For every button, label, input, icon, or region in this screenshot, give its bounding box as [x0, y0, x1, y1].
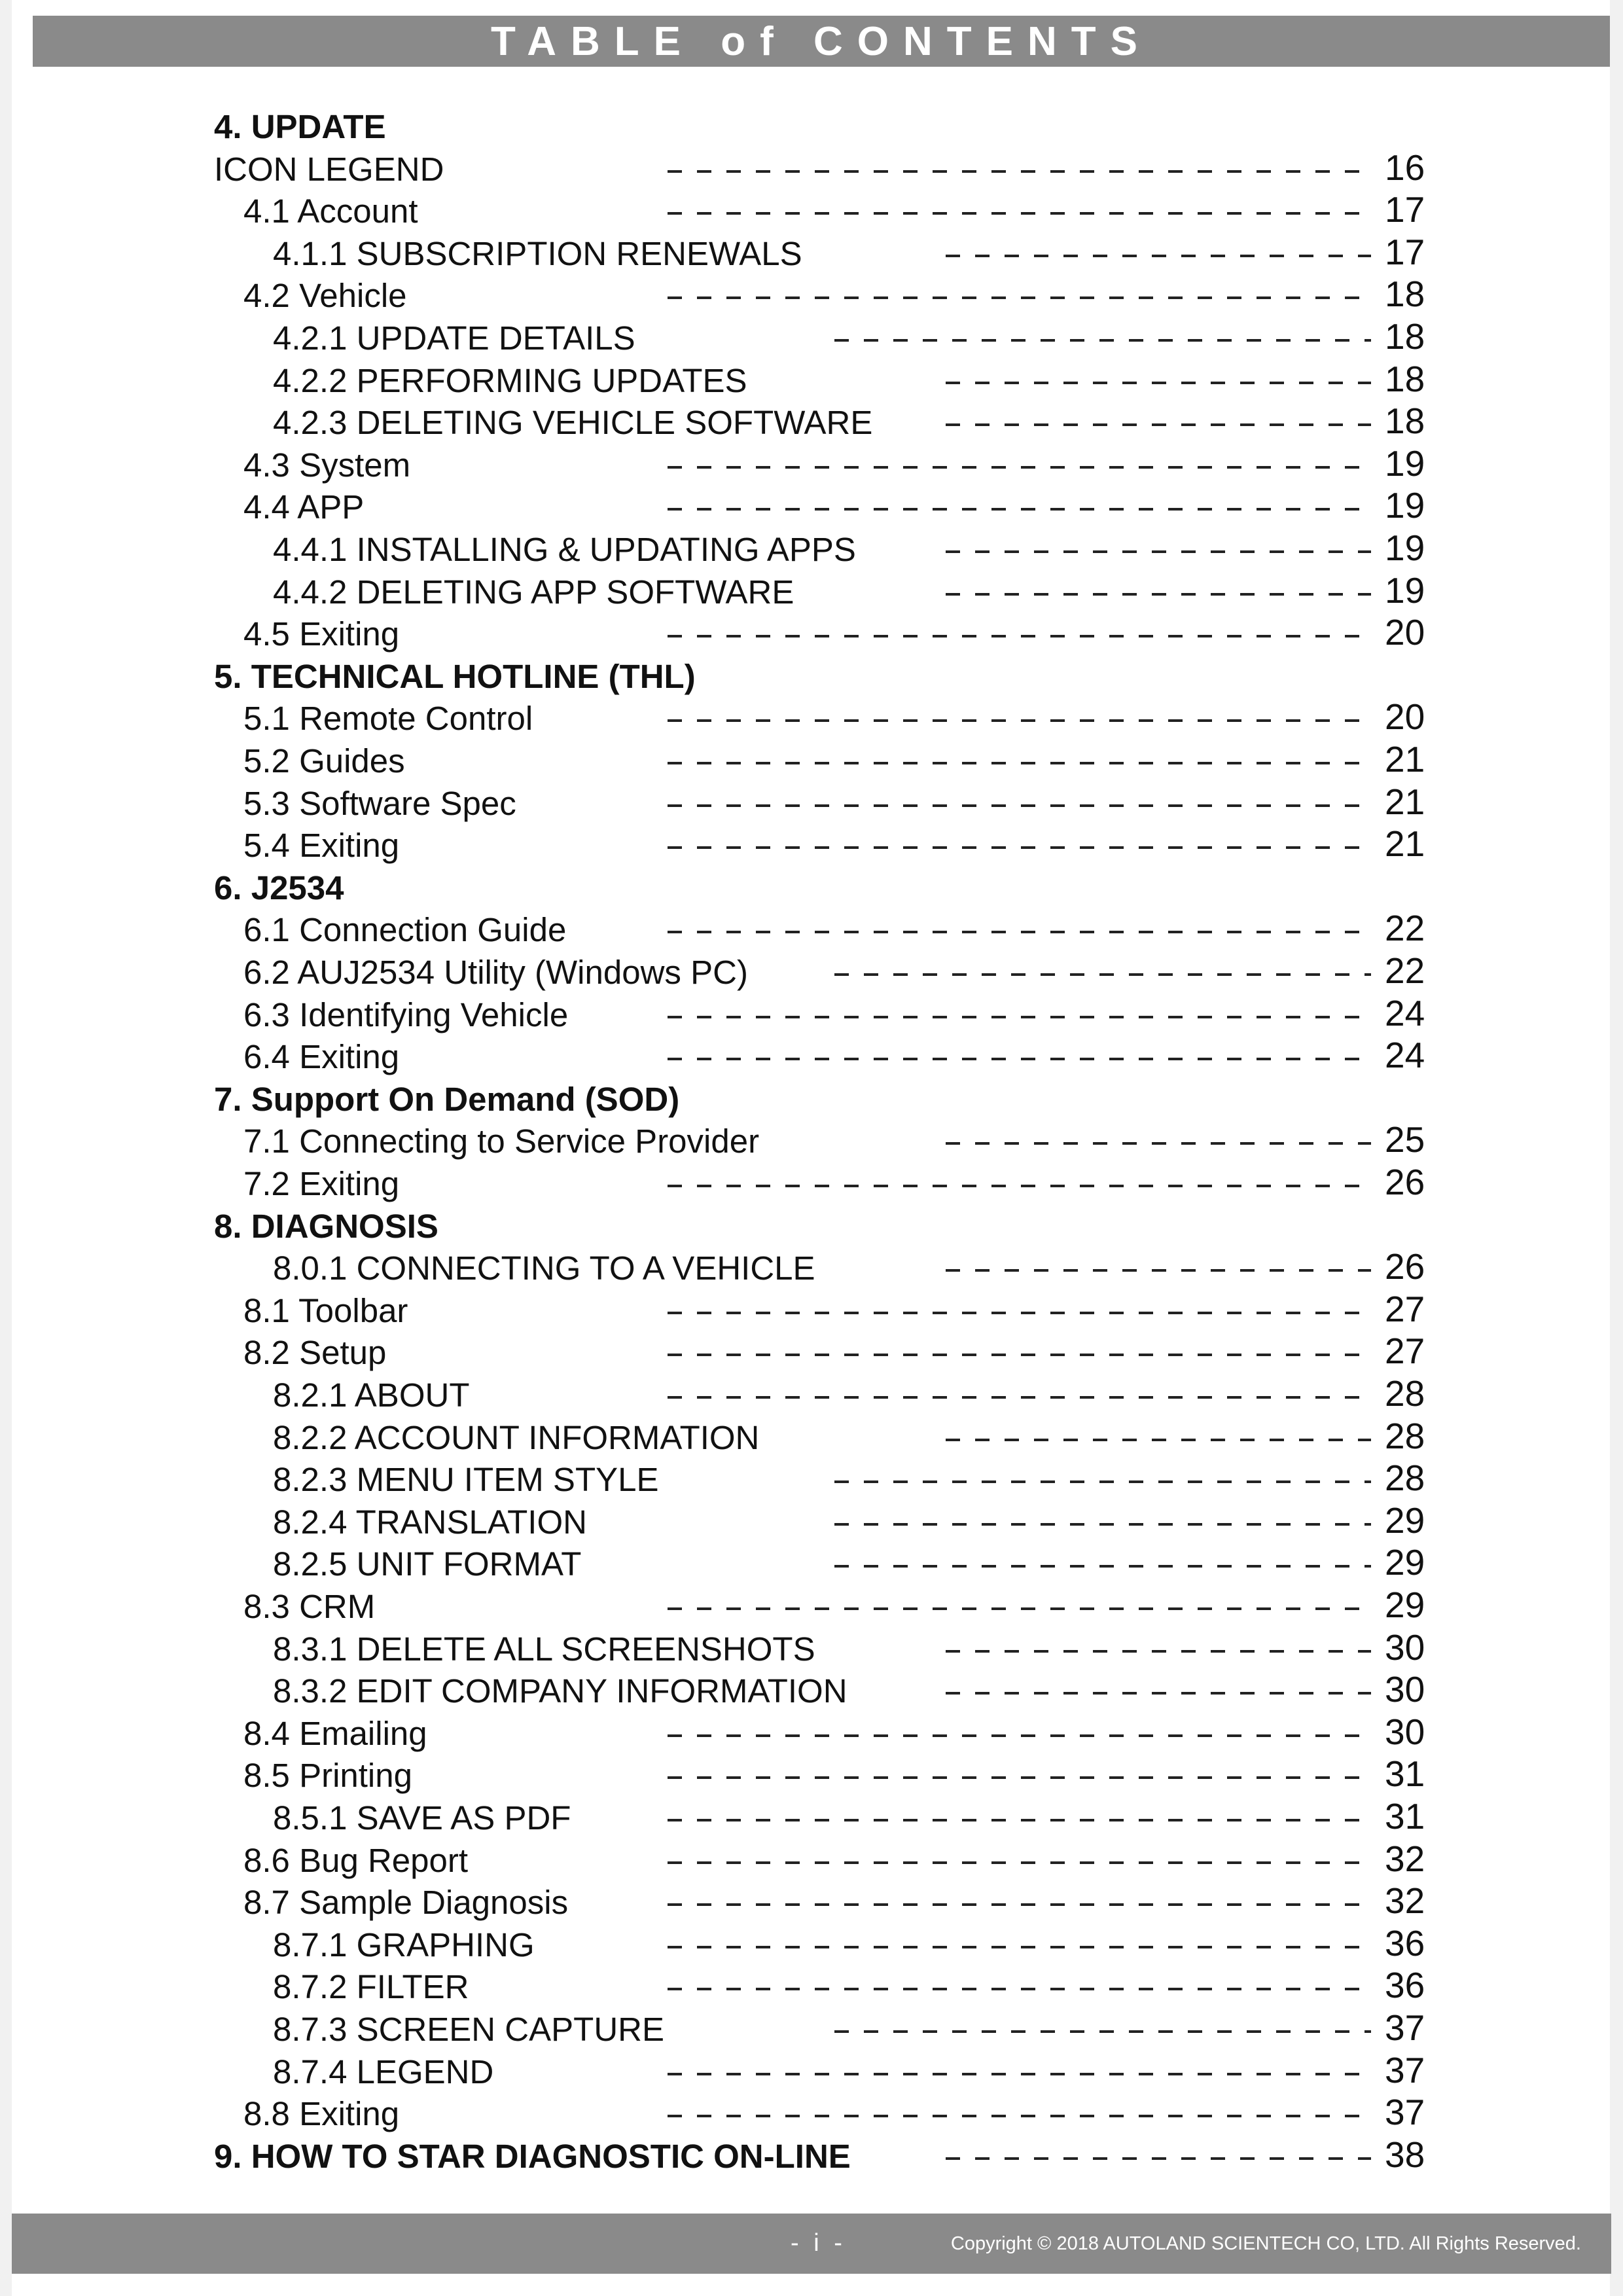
- toc-entry: [0, 2134, 1623, 2177]
- toc-dot-leader: [946, 255, 1371, 257]
- toc-entry-label: 8.5.1 SAVE AS PDF: [273, 1799, 571, 1837]
- toc-entry-page-number: 19: [1385, 485, 1425, 526]
- toc-entry-label: 8.2.1 ABOUT: [273, 1376, 470, 1414]
- toc-entry: [0, 443, 1623, 486]
- toc-entry: [0, 1796, 1623, 1839]
- toc-entry: [0, 696, 1623, 739]
- toc-dot-leader: [668, 1988, 1371, 1990]
- toc-entry-label: 8.2.3 MENU ITEM STYLE: [273, 1461, 659, 1499]
- toc-dot-leader: [668, 1819, 1371, 1821]
- toc-entry-label: 8. DIAGNOSIS: [214, 1207, 438, 1245]
- toc-entry-label: 4. UPDATE: [214, 108, 386, 145]
- toc-entry-page-number: 16: [1385, 147, 1425, 188]
- toc-dot-leader: [834, 1480, 1371, 1483]
- toc-entry-page-number: 19: [1385, 442, 1425, 484]
- toc-entry-label: 8.0.1 CONNECTING TO A VEHICLE: [273, 1249, 815, 1287]
- toc-dot-leader: [946, 1269, 1371, 1272]
- toc-entry: [0, 1119, 1623, 1162]
- toc-entry-label: 8.1 Toolbar: [243, 1291, 408, 1329]
- toc-entry: [0, 1669, 1623, 1712]
- toc-entry-label: 4.1 Account: [243, 192, 418, 230]
- page-title: TABLE of CONTENTS: [490, 18, 1152, 64]
- toc-entry: [0, 1077, 1623, 1120]
- toc-entry-label: 5.3 Software Spec: [243, 784, 516, 822]
- toc-entry-label: ICON LEGEND: [214, 150, 444, 188]
- toc-dot-leader: [834, 973, 1371, 976]
- toc-dot-leader: [668, 170, 1371, 173]
- toc-dot-leader: [668, 296, 1371, 299]
- toc-entry-page-number: 19: [1385, 569, 1425, 611]
- toc-dot-leader: [668, 1776, 1371, 1779]
- toc-entry-label: 4.2.1 UPDATE DETAILS: [273, 319, 635, 357]
- toc-entry-page-number: 25: [1385, 1119, 1425, 1160]
- toc-entry-label: 4.1.1 SUBSCRIPTION RENEWALS: [273, 234, 802, 272]
- toc-entry-label: 4.4.1 INSTALLING & UPDATING APPS: [273, 531, 856, 568]
- toc-entry-page-number: 32: [1385, 1838, 1425, 1879]
- toc-entry-label: 9. HOW TO STAR DIAGNOSTIC ON-LINE: [214, 2137, 851, 2175]
- toc-entry-page-number: 31: [1385, 1796, 1425, 1837]
- toc-entry: [0, 147, 1623, 190]
- toc-entry-label: 8.6 Bug Report: [243, 1841, 469, 1879]
- toc-entry-page-number: 24: [1385, 992, 1425, 1033]
- toc-entry-label: 8.3.2 EDIT COMPANY INFORMATION: [273, 1672, 847, 1710]
- toc-entry: [0, 1373, 1623, 1416]
- toc-entry-label: 4.3 System: [243, 446, 411, 484]
- toc-dot-leader: [668, 1185, 1371, 1187]
- toc-dot-leader: [834, 2030, 1371, 2033]
- toc-entry-label: 8.7.4 LEGEND: [273, 2053, 494, 2090]
- toc-dot-leader: [668, 508, 1371, 511]
- toc-entry-label: 8.2.4 TRANSLATION: [273, 1503, 587, 1541]
- toc-dot-leader: [668, 1312, 1371, 1314]
- toc-dot-leader: [668, 1016, 1371, 1018]
- toc-entry: [0, 1923, 1623, 1965]
- toc-entry-page-number: 28: [1385, 1415, 1425, 1456]
- toc-dot-leader: [668, 1354, 1371, 1356]
- toc-entry-label: 6. J2534: [214, 869, 344, 906]
- toc-entry-label: 8.2.5 UNIT FORMAT: [273, 1545, 582, 1583]
- toc-entry-label: 7. Support On Demand (SOD): [214, 1080, 680, 1118]
- toc-entry-label: 5.4 Exiting: [243, 827, 400, 865]
- toc-entry-label: 6.4 Exiting: [243, 1038, 400, 1076]
- toc-entry-page-number: 18: [1385, 274, 1425, 315]
- toc-entry: [0, 1204, 1623, 1247]
- toc-entry: [0, 823, 1623, 866]
- toc-entry: [0, 105, 1623, 147]
- toc-entry-page-number: 29: [1385, 1585, 1425, 1625]
- toc-dot-leader: [668, 2073, 1371, 2075]
- toc-entry: [0, 950, 1623, 993]
- toc-entry-label: 8.7.2 FILTER: [273, 1968, 469, 2006]
- toc-entry-label: 5. TECHNICAL HOTLINE (THL): [214, 657, 696, 695]
- toc-entry-label: 7.1 Connecting to Service Provider: [243, 1122, 760, 1160]
- toc-dot-leader: [668, 846, 1371, 849]
- toc-dot-leader: [946, 1439, 1371, 1441]
- toc-entry-page-number: 27: [1385, 1331, 1425, 1372]
- toc-entry-label: 8.3 CRM: [243, 1588, 376, 1625]
- footer-page-number: - i -: [791, 2229, 846, 2257]
- toc-entry: [0, 2050, 1623, 2092]
- toc-entry: [0, 781, 1623, 824]
- toc-entry: [0, 1458, 1623, 1500]
- toc-entry: [0, 1542, 1623, 1585]
- toc-entry: [0, 2007, 1623, 2050]
- toc-entry: [0, 655, 1623, 697]
- toc-dot-leader: [668, 1607, 1371, 1610]
- toc-entry: [0, 1627, 1623, 1670]
- toc-entry-page-number: 28: [1385, 1458, 1425, 1499]
- toc-entry-page-number: 28: [1385, 1373, 1425, 1414]
- toc-entry: [0, 1035, 1623, 1077]
- toc-entry-label: 8.7.1 GRAPHING: [273, 1926, 535, 1964]
- toc-entry: [0, 401, 1623, 443]
- footer-copyright: Copyright © 2018 AUTOLAND SCIENTECH CO, LTD. All Rights Reserved.: [950, 2233, 1581, 2254]
- toc-dot-leader: [668, 1946, 1371, 1948]
- toc-dot-leader: [668, 804, 1371, 807]
- toc-entry-page-number: 21: [1385, 781, 1425, 822]
- toc-entry-page-number: 29: [1385, 1499, 1425, 1541]
- toc-dot-leader: [946, 1692, 1371, 1695]
- toc-dot-leader: [668, 931, 1371, 933]
- toc-entry: [0, 528, 1623, 570]
- toc-dot-leader: [946, 423, 1371, 426]
- toc-dot-leader: [668, 635, 1371, 637]
- toc-entry-label: 8.3.1 DELETE ALL SCREENSHOTS: [273, 1630, 815, 1668]
- toc-entry-page-number: 18: [1385, 358, 1425, 399]
- toc-dot-leader: [668, 1734, 1371, 1737]
- toc-entry-label: 5.1 Remote Control: [243, 700, 533, 738]
- toc-dot-leader: [834, 1565, 1371, 1568]
- toc-entry-label: 4.5 Exiting: [243, 615, 400, 653]
- toc-entry-page-number: 17: [1385, 189, 1425, 230]
- toc-dot-leader: [668, 719, 1371, 722]
- toc-entry-label: 7.2 Exiting: [243, 1165, 400, 1202]
- toc-entry-label: 4.2 Vehicle: [243, 277, 407, 315]
- toc-dot-leader: [946, 593, 1371, 596]
- toc-entry-page-number: 21: [1385, 823, 1425, 865]
- toc-entry-page-number: 29: [1385, 1542, 1425, 1583]
- toc-entry: [0, 866, 1623, 908]
- toc-entry-page-number: 30: [1385, 1626, 1425, 1668]
- toc-entry: [0, 1839, 1623, 1881]
- toc-dot-leader: [946, 2157, 1371, 2160]
- toc-entry-page-number: 31: [1385, 1753, 1425, 1795]
- toc-dot-leader: [668, 466, 1371, 469]
- toc-entry-page-number: 22: [1385, 908, 1425, 949]
- toc-entry: [0, 908, 1623, 950]
- toc-entry: [0, 1965, 1623, 2007]
- toc-dot-leader: [668, 1861, 1371, 1864]
- toc-entry-page-number: 21: [1385, 739, 1425, 780]
- toc-entry-page-number: 20: [1385, 696, 1425, 738]
- toc-entry-label: 6.3 Identifying Vehicle: [243, 996, 569, 1033]
- toc-entry-page-number: 26: [1385, 1162, 1425, 1202]
- toc-entry: [0, 1289, 1623, 1331]
- toc-entry-page-number: 22: [1385, 950, 1425, 991]
- toc-entry: [0, 232, 1623, 274]
- toc-dot-leader: [834, 339, 1371, 342]
- toc-entry-page-number: 18: [1385, 316, 1425, 357]
- toc-entry: [0, 485, 1623, 528]
- toc-entry: [0, 1162, 1623, 1204]
- toc-entry-label: 8.2 Setup: [243, 1334, 387, 1372]
- toc-entry: [0, 1331, 1623, 1373]
- toc-entry: [0, 993, 1623, 1035]
- toc-dot-leader: [668, 1903, 1371, 1906]
- toc-entry-label: 8.7 Sample Diagnosis: [243, 1884, 569, 1922]
- toc-entry-label: 4.2.3 DELETING VEHICLE SOFTWARE: [273, 404, 873, 442]
- toc-dot-leader: [946, 382, 1371, 384]
- toc-dot-leader: [946, 1142, 1371, 1145]
- toc-dot-leader: [668, 2115, 1371, 2117]
- toc-entry-label: 6.1 Connection Guide: [243, 911, 567, 949]
- toc-entry: [0, 316, 1623, 359]
- toc-entry-page-number: 24: [1385, 1035, 1425, 1076]
- toc-dot-leader: [946, 550, 1371, 553]
- toc-dot-leader: [668, 1396, 1371, 1399]
- toc-entry-page-number: 37: [1385, 2049, 1425, 2090]
- toc-entry: [0, 359, 1623, 401]
- toc-dot-leader: [834, 1523, 1371, 1526]
- toc-entry: [0, 1416, 1623, 1458]
- toc-entry-page-number: 38: [1385, 2134, 1425, 2175]
- toc-entry: [0, 739, 1623, 781]
- toc-entry-label: 4.4.2 DELETING APP SOFTWARE: [273, 573, 794, 611]
- toc-entry: [0, 189, 1623, 232]
- toc-entry: [0, 612, 1623, 655]
- header-bar: [33, 16, 1610, 67]
- toc-entry-label: 8.5 Printing: [243, 1757, 412, 1795]
- toc-entry-page-number: 36: [1385, 1922, 1425, 1964]
- toc-entry-label: 4.4 APP: [243, 488, 365, 526]
- toc-entry-page-number: 30: [1385, 1669, 1425, 1710]
- toc-dot-leader: [946, 1650, 1371, 1653]
- toc-entry-label: 4.2.2 PERFORMING UPDATES: [273, 361, 747, 399]
- footer-bar: [12, 2214, 1611, 2274]
- toc-dot-leader: [668, 212, 1371, 215]
- toc-entry-page-number: 37: [1385, 2092, 1425, 2133]
- toc-entry-page-number: 30: [1385, 1711, 1425, 1752]
- toc-dot-leader: [668, 1058, 1371, 1060]
- toc-entry-page-number: 27: [1385, 1288, 1425, 1329]
- toc-dot-leader: [668, 762, 1371, 764]
- toc-entry-page-number: 20: [1385, 612, 1425, 653]
- toc-entry-page-number: 19: [1385, 528, 1425, 568]
- toc-entry: [0, 1246, 1623, 1289]
- toc-entry-page-number: 18: [1385, 401, 1425, 442]
- toc-entry: [0, 2092, 1623, 2134]
- toc-entry-label: 8.2.2 ACCOUNT INFORMATION: [273, 1418, 760, 1456]
- toc-entry-page-number: 32: [1385, 1880, 1425, 1922]
- toc-entry-page-number: 26: [1385, 1246, 1425, 1287]
- toc-entry: [0, 274, 1623, 316]
- toc-entry-label: 5.2 Guides: [243, 742, 405, 780]
- toc-entry: [0, 1712, 1623, 1754]
- toc-entry-label: 8.4 Emailing: [243, 1714, 427, 1752]
- toc-entry-label: 6.2 AUJ2534 Utility (Windows PC): [243, 954, 748, 991]
- toc-entry-label: 8.7.3 SCREEN CAPTURE: [273, 2011, 665, 2048]
- toc-entry-page-number: 36: [1385, 1965, 1425, 2006]
- toc-entry: [0, 1585, 1623, 1627]
- toc-entry: [0, 570, 1623, 613]
- toc-entry-page-number: 17: [1385, 231, 1425, 272]
- toc-entry-label: 8.8 Exiting: [243, 2095, 400, 2133]
- toc-entry: [0, 1500, 1623, 1543]
- toc-entry-page-number: 37: [1385, 2007, 1425, 2048]
- toc-entry: [0, 1880, 1623, 1923]
- toc-entry: [0, 1753, 1623, 1796]
